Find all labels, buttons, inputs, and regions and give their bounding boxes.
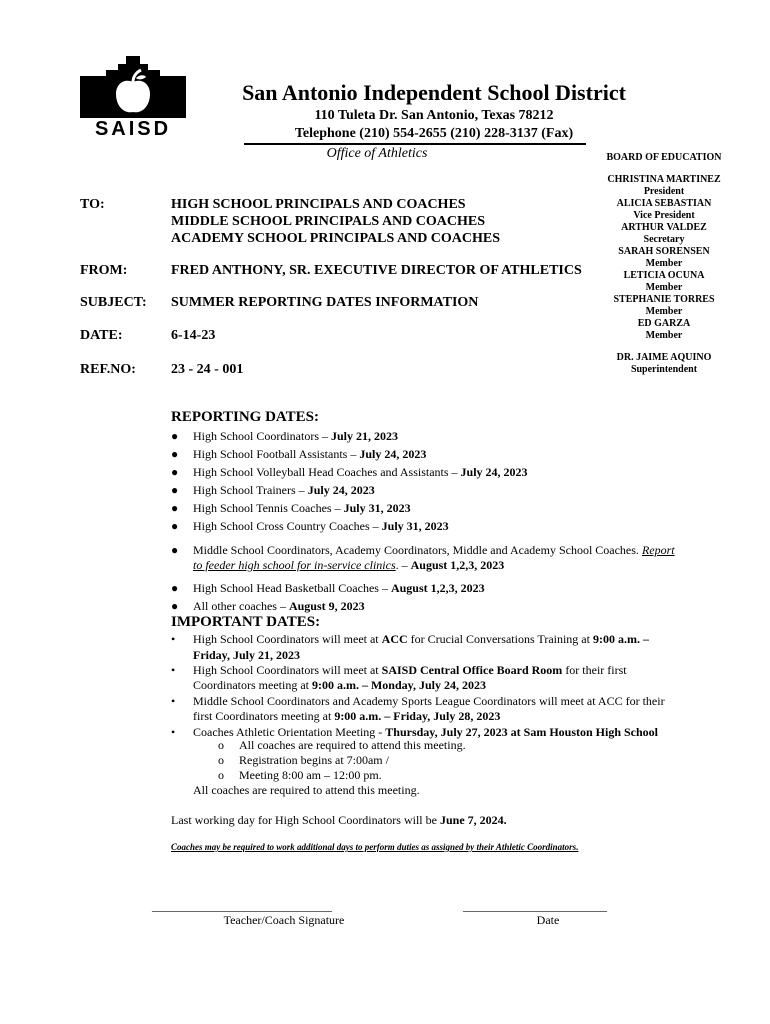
item-date: August 9, 2023 [288,599,365,613]
item-text: High School Football Assistants – [193,447,360,461]
board-member-name: SARAH SORENSEN [618,246,710,257]
bullet-icon: ● [171,519,179,533]
board-heading: BOARD OF EDUCATION [606,152,722,163]
board-member-name: ED GARZA [637,318,691,329]
bullet-icon: ● [171,483,179,497]
item-date: August 1,2,3, 2023 [390,581,485,595]
office-name: Office of Athletics [326,146,428,161]
board-member-role: Member [645,282,683,293]
bullet-icon: ● [171,447,179,461]
bullet-icon: • [171,694,176,708]
item-date: July 31, 2023 [343,501,411,515]
item-text: High School Coordinators – [193,429,331,443]
item-text: High School Coordinators will meet at [193,632,382,646]
item-date: July 24, 2023 [307,483,375,497]
to-label: TO: [80,197,105,212]
item-bold: Friday, July 21, 2023 [193,648,301,662]
to-recipients [171,196,500,247]
last-day-text: Last working day for High School Coordinators will be [171,813,440,827]
last-day-date: June 7, 2024. [439,813,507,827]
header-rule [244,143,586,145]
item-date: July 24, 2023 [359,447,427,461]
board-member-role: Member [645,258,683,269]
subject-value: SUMMER REPORTING DATES INFORMATION [171,295,479,310]
item-text: Coaches Athletic Orientation Meeting - [193,725,386,739]
item-bold: SAISD Central Office Board Room [381,663,563,677]
board-member-name: LETICIA OCUNA [623,270,705,281]
board-member-name: ALICIA SEBASTIAN [616,198,712,209]
item-text: High School Cross Country Coaches – [193,519,382,533]
item-bold: 9:00 a.m. – [592,632,649,646]
district-address: 110 Tuleta Dr. San Antonio, Texas 78212 [314,108,554,123]
district-phone: Telephone (210) 554-2655 (210) 228-3137 (Fax) [294,126,574,141]
sub-item-text: All coaches are required to attend this meeting. [239,738,466,752]
item-bold: ACC [381,632,408,646]
date-line: ________________________ [463,899,607,913]
from-value: FRED ANTHONY, SR. EXECUTIVE DIRECTOR OF ATHLETICS [171,263,582,278]
board-member-role: Secretary [643,234,685,245]
important-heading: IMPORTANT DATES: [171,614,321,630]
item-date: July 21, 2023 [331,429,399,443]
item-bold: 9:00 a.m. – Monday, July 24, 2023 [311,678,486,692]
item-text: for their first [562,663,627,677]
board-member-role: President [643,186,685,197]
item-text: Coordinators meeting at [193,678,312,692]
board-member-name: STEPHANIE TORRES [613,294,715,305]
item-text: High School Trainers – [193,483,308,497]
reporting-heading: REPORTING DATES: [171,409,319,425]
item-date: July 24, 2023 [460,465,528,479]
item-text: High School Tennis Coaches – [193,501,344,515]
item-text: All other coaches – [193,599,289,613]
bullet-icon: ● [171,543,179,557]
item-date: August 1,2,3, 2023 [410,558,505,572]
board-member-name: ARTHUR VALDEZ [621,222,707,233]
bullet-icon: ● [171,599,179,613]
sub-item-text: Registration begins at 7:00am / [239,753,389,767]
board-members [588,174,740,342]
item-text: High School Coordinators will meet at [193,663,382,677]
superintendent-role: Superintendent [630,364,698,375]
date-signature-label: Date [536,913,560,927]
fine-print: Coaches may be required to work additional days to perform duties as assigned by their Athletic Coordinators. [171,842,579,852]
report-link[interactable]: to feeder high school for in-service clinics [193,558,396,572]
bullet-icon: ● [171,501,179,515]
item-text: for Crucial Conversations Training at [407,632,593,646]
bullet-icon: ● [171,429,179,443]
to-line: ACADEMY SCHOOL PRINCIPALS AND COACHES [171,231,501,246]
board-member-role: Member [645,330,683,341]
item-text: High School Head Basketball Coaches – [193,581,391,595]
item-text: High School Volleyball Head Coaches and Assistants – [193,465,461,479]
superintendent [588,352,740,376]
date-label: DATE: [80,328,123,343]
item-text: Middle School Coordinators and Academy Sports League Coordinators will meet at ACC for their [193,694,665,708]
bullet-icon: ● [171,465,179,479]
board-member-name: CHRISTINA MARTINEZ [607,174,721,185]
subject-label: SUBJECT: [80,295,147,310]
ref-value: 23 - 24 - 001 [171,362,244,377]
board-member-role: Vice President [633,210,695,221]
bullet-icon: • [171,663,176,677]
item-text: Middle School Coordinators, Academy Coordinators, Middle and Academy School Coaches. [193,543,642,557]
to-line: HIGH SCHOOL PRINCIPALS AND COACHES [171,197,466,212]
date-value: 6-14-23 [171,328,216,343]
board-member-role: Member [645,306,683,317]
to-line: MIDDLE SCHOOL PRINCIPALS AND COACHES [171,214,486,229]
bullet-icon: • [171,725,176,739]
district-title: San Antonio Independent School District [242,80,626,105]
all-coaches-note: All coaches are required to attend this meeting. [193,783,420,797]
item-bold: 9:00 a.m. – Friday, July 28, 2023 [334,709,501,723]
bullet-icon: ● [171,581,179,595]
logo-text: SAISD [94,118,172,140]
circle-bullet-icon: o [218,768,224,782]
bullet-icon: • [171,632,176,646]
report-link[interactable]: Report [641,543,675,557]
from-label: FROM: [80,263,128,278]
last-working-day [171,813,507,828]
superintendent-name: DR. JAIME AQUINO [616,352,712,363]
signature-line: ______________________________ [152,899,332,913]
item-bold: Thursday, July 27, 2023 at Sam Houston High School [385,725,659,739]
sub-item-text: Meeting 8:00 am – 12:00 pm. [239,768,382,782]
item-text: . – [395,558,411,572]
item-date: July 31, 2023 [381,519,449,533]
ref-label: REF.NO: [80,362,136,377]
circle-bullet-icon: o [218,738,224,752]
item-text: first Coordinators meeting at [193,709,335,723]
circle-bullet-icon: o [218,753,224,767]
signature-label: Teacher/Coach Signature [223,913,345,927]
